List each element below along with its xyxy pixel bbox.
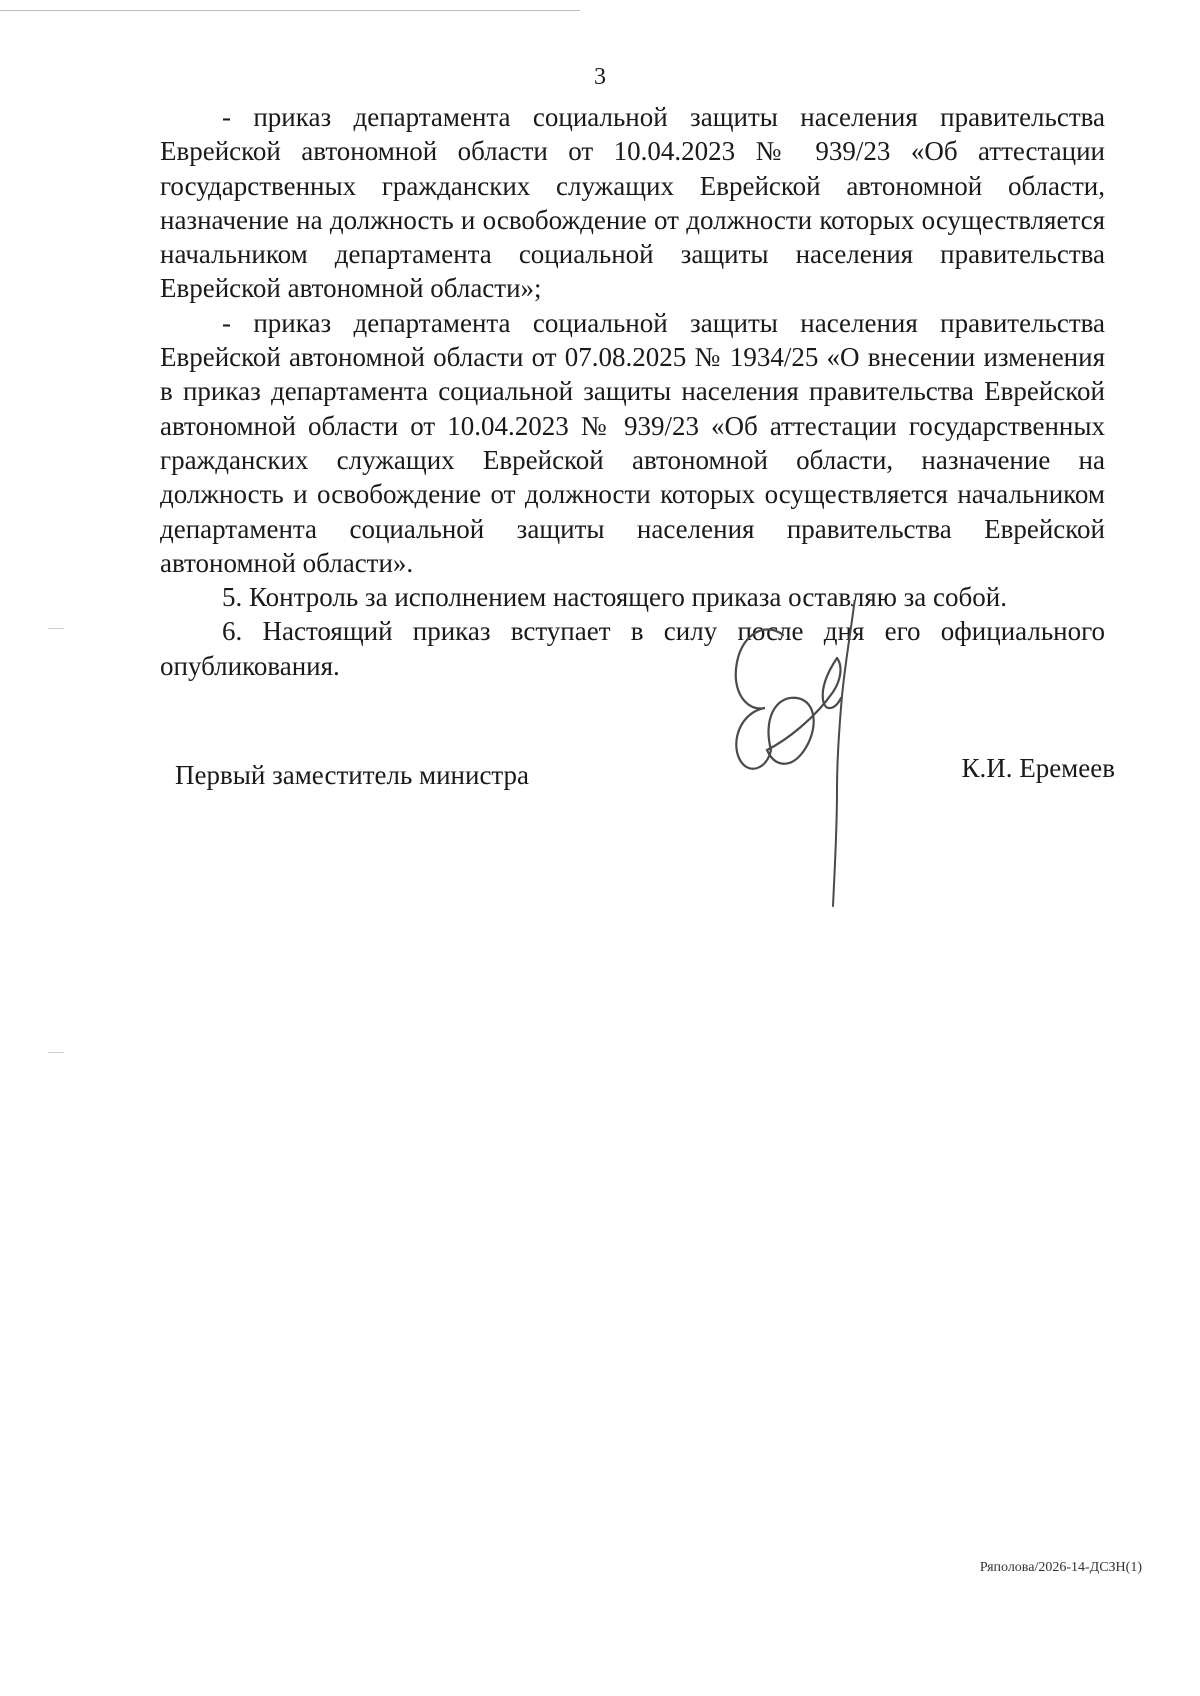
page-number: 3 xyxy=(594,64,606,90)
handwritten-signature-icon xyxy=(705,600,905,910)
signer-name: К.И. Еремеев xyxy=(961,753,1115,783)
scan-speck xyxy=(48,1052,64,1053)
paragraph-item-5: 5. Контроль за исполнением настоящего приказа оставляю за собой. xyxy=(222,582,1007,613)
paragraph-order-2023: - приказ департамента социальной защиты населения правительства Еврейской автономной области от 10.04.2023 № 939/23 «Об аттестации государственных гражданских служащих Еврейской автономной области, назначение на должность и освобождение от должности которых осуществляется начальником департамента социальной защиты населения правительства Еврейской автономной области»; xyxy=(160,102,1105,304)
paragraph-order-2025: - приказ департамента социальной защиты населения правительства Еврейской автономной области от 07.08.2025 № 1934/25 «О внесении изменения в приказ департамента социальной защиты населения правительства Еврейской автономной области от 10.04.2023 № 939/23 «Об аттестации государственных гражданских служащих Еврейской автономной области, назначение на должность и освобождение от должности которых осуществляется начальником департамента социальной защиты населения правительства Еврейской автономной области». xyxy=(160,307,1105,578)
document-footer-code: Ряполова/2026-14-ДСЗН(1) xyxy=(979,1560,1142,1575)
scan-edge-line xyxy=(0,10,580,11)
document-body xyxy=(160,100,1105,683)
signer-position: Первый заместитель министра xyxy=(175,760,530,790)
paragraph-item-6: 6. Настоящий приказ вступает в силу после дня его официального опубликования. xyxy=(160,616,1105,681)
signature-block xyxy=(0,600,1200,900)
